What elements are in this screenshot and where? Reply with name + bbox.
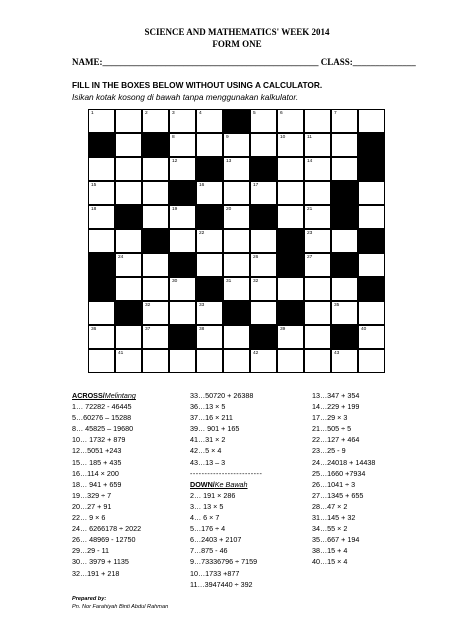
clue: 12…5051 +243	[72, 446, 122, 456]
grid-cell[interactable]	[142, 325, 169, 349]
grid-cell[interactable]	[115, 133, 142, 157]
grid-cell[interactable]	[115, 277, 142, 301]
grid-cell[interactable]	[358, 253, 385, 277]
clue: 37…16 × 211	[190, 413, 233, 423]
grid-cell-black	[196, 205, 223, 229]
grid-cell[interactable]	[223, 277, 250, 301]
grid-cell-black	[169, 253, 196, 277]
grid-cell-black	[196, 157, 223, 181]
clue: 5…176 ÷ 4	[190, 524, 226, 534]
clue: 13…347 + 354	[312, 391, 360, 400]
clue: 14…229 + 199	[312, 402, 360, 412]
grid-cell[interactable]	[88, 229, 115, 253]
grid-cell-black	[142, 229, 169, 253]
grid-cell[interactable]	[169, 205, 196, 229]
grid-cell[interactable]	[277, 133, 304, 157]
grid-cell-black	[331, 205, 358, 229]
grid-cell[interactable]	[277, 205, 304, 229]
grid-cell[interactable]	[250, 253, 277, 277]
clue: 15… 185 + 435	[72, 457, 122, 467]
clue: 4… 6 × 7	[190, 513, 220, 523]
clue: 25…1660 +7934	[312, 468, 366, 478]
grid-cell[interactable]	[250, 277, 277, 301]
grid-cell[interactable]	[331, 157, 358, 181]
clue: 16…114 × 200	[72, 468, 119, 478]
clues-column-1	[72, 390, 141, 579]
grid-cell[interactable]	[142, 181, 169, 205]
grid-cell-black	[331, 253, 358, 277]
grid-cell-black	[358, 133, 385, 157]
grid-cell-black	[115, 301, 142, 325]
grid-cell[interactable]	[358, 325, 385, 349]
clue: 2… 191 × 286	[190, 490, 236, 500]
clue: 33…50720 + 26388	[190, 391, 254, 400]
grid-cell[interactable]	[250, 181, 277, 205]
clue-number: 41	[118, 351, 124, 356]
clue-number: 1	[91, 111, 94, 116]
grid-cell[interactable]	[169, 349, 196, 373]
grid-cell-black	[358, 157, 385, 181]
clue: 38…15 + 4	[312, 546, 348, 556]
grid-cell[interactable]	[196, 325, 223, 349]
grid-cell[interactable]	[115, 229, 142, 253]
clue-number: 39	[280, 327, 286, 332]
grid-cell[interactable]	[88, 157, 115, 181]
clue: 24…24018 + 14438	[312, 457, 376, 467]
clue-number: 37	[145, 327, 151, 332]
grid-cell[interactable]	[331, 133, 358, 157]
grid-cell[interactable]	[196, 301, 223, 325]
grid-cell[interactable]	[88, 325, 115, 349]
clue-number: 17	[253, 183, 259, 188]
grid-cell-black	[277, 253, 304, 277]
grid-cell[interactable]	[304, 205, 331, 229]
grid-cell[interactable]	[142, 277, 169, 301]
author-name: Pn. Nor Farahiyah Binti Abdul Rahman	[72, 604, 169, 610]
clue-number: 21	[307, 207, 313, 212]
clue-number: 27	[307, 255, 313, 260]
grid-cell[interactable]	[88, 109, 115, 133]
clue-number: 8	[172, 135, 175, 140]
grid-cell[interactable]	[250, 229, 277, 253]
clue: 35…667 + 194	[312, 535, 360, 545]
across-heading: ACROSS/Melintang	[72, 391, 136, 400]
clue: 24… 6266178 ÷ 2022	[72, 524, 142, 534]
clue-number: 33	[199, 303, 205, 308]
grid-cell-black	[358, 277, 385, 301]
grid-cell[interactable]	[223, 133, 250, 157]
grid-cell-black	[142, 133, 169, 157]
grid-cell[interactable]	[277, 109, 304, 133]
grid-cell[interactable]	[223, 325, 250, 349]
clue: 36…13 × 5	[190, 402, 226, 412]
grid-cell[interactable]	[169, 133, 196, 157]
clue-number: 43	[334, 351, 340, 356]
clue: 1… 72282 - 46445	[72, 402, 132, 412]
grid-cell[interactable]	[277, 325, 304, 349]
clues-column-3	[312, 390, 375, 568]
grid-cell[interactable]	[169, 157, 196, 181]
worksheet-title: SCIENCE AND MATHEMATICS' WEEK 2014	[144, 27, 330, 37]
name-class-line: NAME:________________________________________________ CLASS:______________	[72, 57, 416, 67]
grid-cell-black	[88, 277, 115, 301]
grid-cell-black	[277, 229, 304, 253]
clue: 18… 941 + 659	[72, 479, 122, 489]
grid-cell[interactable]	[277, 349, 304, 373]
clue-number: 35	[334, 303, 340, 308]
form-label: FORM ONE	[212, 39, 262, 49]
grid-cell[interactable]	[223, 157, 250, 181]
grid-cell-black	[358, 229, 385, 253]
grid-cell[interactable]	[358, 349, 385, 373]
clue-number: 15	[91, 183, 97, 188]
grid-cell[interactable]	[142, 157, 169, 181]
grid-cell[interactable]	[223, 205, 250, 229]
grid-cell[interactable]	[304, 133, 331, 157]
grid-cell-black	[115, 205, 142, 229]
grid-cell-black	[88, 133, 115, 157]
clue: 9…73336796 ÷ 7159	[190, 557, 258, 567]
grid-cell[interactable]	[277, 277, 304, 301]
clue: 19…329 ÷ 7	[72, 490, 112, 500]
clue-number: 40	[361, 327, 367, 332]
grid-cell-black	[331, 181, 358, 205]
clue: 23…25 - 9	[312, 446, 346, 456]
clue-number: 23	[307, 231, 313, 236]
grid-cell[interactable]	[331, 301, 358, 325]
grid-cell[interactable]	[169, 229, 196, 253]
grid-cell[interactable]	[223, 253, 250, 277]
grid-cell[interactable]	[115, 157, 142, 181]
clue-number: 32	[145, 303, 151, 308]
grid-cell[interactable]	[88, 301, 115, 325]
clue: 22… 9 × 6	[72, 513, 106, 523]
grid-cell[interactable]	[331, 349, 358, 373]
grid-cell[interactable]	[358, 109, 385, 133]
grid-cell[interactable]	[115, 181, 142, 205]
grid-cell[interactable]	[358, 205, 385, 229]
clue: 3… 13 × 5	[190, 501, 224, 511]
grid-cell[interactable]	[250, 109, 277, 133]
grid-cell-black	[277, 301, 304, 325]
grid-cell[interactable]	[223, 349, 250, 373]
clue-number: 32	[253, 279, 259, 284]
clue-number: 12	[172, 159, 178, 164]
grid-cell[interactable]	[196, 253, 223, 277]
clue: 11…3947440 ÷ 392	[190, 579, 253, 589]
grid-cell[interactable]	[115, 109, 142, 133]
grid-cell[interactable]	[250, 133, 277, 157]
clue-number: 19	[172, 207, 178, 212]
clue-number: 18	[91, 207, 97, 212]
clue: 5…60276 – 15288	[72, 413, 132, 423]
down-heading: DOWN/Ke Bawah	[190, 479, 248, 489]
clue: 27…1345 + 655	[312, 490, 364, 500]
grid-cell[interactable]	[304, 229, 331, 253]
clue: 41…31 × 2	[190, 435, 226, 445]
clue-number: 42	[253, 351, 259, 356]
grid-cell[interactable]	[196, 133, 223, 157]
clue: 20…27 + 91	[72, 501, 112, 511]
grid-cell[interactable]	[88, 349, 115, 373]
grid-cell[interactable]	[304, 277, 331, 301]
grid-cell[interactable]	[142, 253, 169, 277]
grid-cell[interactable]	[142, 109, 169, 133]
grid-cell-black	[331, 325, 358, 349]
clue-number: 6	[280, 111, 283, 116]
clue: 40…15 × 4	[312, 557, 348, 567]
grid-cell-black	[169, 181, 196, 205]
grid-cell[interactable]	[304, 301, 331, 325]
clue-number: 26	[253, 255, 259, 260]
grid-cell-black	[88, 253, 115, 277]
grid-cell[interactable]	[304, 181, 331, 205]
grid-cell[interactable]	[169, 109, 196, 133]
clue-number: 24	[118, 255, 124, 260]
clue: 29…29 - 11	[72, 546, 110, 556]
clue: 26…1041 ÷ 3	[312, 479, 356, 489]
clue-number: 2	[145, 111, 148, 116]
clue-number: 14	[307, 159, 313, 164]
grid-cell[interactable]	[115, 349, 142, 373]
grid-cell[interactable]	[142, 349, 169, 373]
clue-number: 30	[172, 279, 178, 284]
clue: 10…1733 +877	[190, 568, 240, 578]
grid-cell[interactable]	[115, 253, 142, 277]
clue: 43…13 – 3	[190, 457, 226, 467]
clue-number: 31	[226, 279, 232, 284]
clue: 34…55 × 2	[312, 524, 348, 534]
clue-number: 11	[307, 135, 312, 140]
grid-cell[interactable]	[196, 109, 223, 133]
clue-number: 9	[226, 135, 229, 140]
grid-cell[interactable]	[142, 301, 169, 325]
grid-cell[interactable]	[88, 181, 115, 205]
grid-cell[interactable]	[196, 181, 223, 205]
clue-number: 16	[199, 183, 205, 188]
clue: 22…127 + 464	[312, 435, 360, 445]
clue: 7…875 - 46	[190, 546, 228, 556]
clue-number: 38	[199, 327, 205, 332]
grid-cell-black	[250, 325, 277, 349]
grid-cell[interactable]	[196, 349, 223, 373]
clue: 17…29 × 3	[312, 413, 348, 423]
clue: 21…505 ÷ 5	[312, 424, 352, 434]
clue-number: 36	[91, 327, 97, 332]
clue-number: 7	[334, 111, 337, 116]
clue: 42…5 × 4	[190, 446, 222, 456]
grid-cell-black	[250, 157, 277, 181]
clue: 28…47 × 2	[312, 501, 348, 511]
clue-number: 4	[199, 111, 202, 116]
grid-cell-black	[169, 325, 196, 349]
grid-cell-black	[223, 301, 250, 325]
section-divider: -------------------------	[190, 468, 263, 478]
grid-cell[interactable]	[223, 229, 250, 253]
grid-cell-black	[223, 109, 250, 133]
clue: 32…191 + 218	[72, 568, 120, 578]
grid-cell[interactable]	[331, 229, 358, 253]
prepared-by-label: Prepared by:	[72, 596, 107, 602]
clue-number: 10	[280, 135, 286, 140]
grid-cell[interactable]	[169, 301, 196, 325]
grid-cell[interactable]	[196, 229, 223, 253]
grid-cell[interactable]	[304, 109, 331, 133]
grid-cell[interactable]	[304, 325, 331, 349]
clue: 10… 1732 + 879	[72, 435, 126, 445]
grid-cell-black	[196, 277, 223, 301]
grid-cell[interactable]	[169, 277, 196, 301]
grid-cell[interactable]	[304, 253, 331, 277]
grid-cell[interactable]	[331, 109, 358, 133]
clue: 39… 901 + 165	[190, 424, 240, 434]
grid-cell[interactable]	[250, 349, 277, 373]
grid-cell[interactable]	[277, 157, 304, 181]
grid-cell[interactable]	[115, 325, 142, 349]
grid-cell[interactable]	[277, 181, 304, 205]
grid-cell[interactable]	[88, 205, 115, 229]
clue: 6…2403 + 2107	[190, 535, 242, 545]
clue: 30… 3979 + 1135	[72, 557, 129, 567]
grid-cell[interactable]	[331, 277, 358, 301]
clue-number: 22	[199, 231, 205, 236]
grid-cell[interactable]	[142, 205, 169, 229]
instruction-malay: Isikan kotak kosong di bawah tanpa menggunakan kalkulator.	[72, 92, 299, 102]
grid-cell[interactable]	[223, 181, 250, 205]
clue: 31…145 + 32	[312, 513, 356, 523]
grid-cell[interactable]	[358, 301, 385, 325]
clue: 8… 45825 – 19680	[72, 424, 134, 434]
grid-cell[interactable]	[304, 349, 331, 373]
clue-number: 5	[253, 111, 256, 116]
clue-number: 3	[172, 111, 175, 116]
clue-number: 13	[226, 159, 232, 164]
clue: 26… 48969 - 12750	[72, 535, 136, 545]
clues-column-2	[190, 390, 262, 590]
grid-cell[interactable]	[304, 157, 331, 181]
grid-cell-black	[250, 205, 277, 229]
instruction-english: FILL IN THE BOXES BELOW WITHOUT USING A CALCULATOR.	[72, 80, 323, 90]
grid-cell[interactable]	[250, 301, 277, 325]
clue-number: 20	[226, 207, 232, 212]
grid-cell[interactable]	[358, 181, 385, 205]
